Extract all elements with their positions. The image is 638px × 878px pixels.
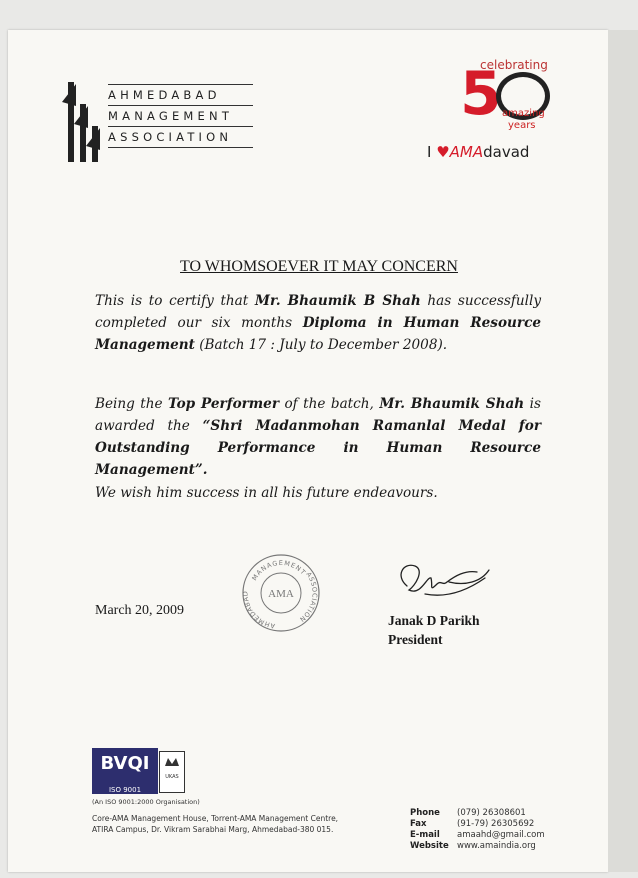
org-line-3: ASSOCIATION (108, 126, 253, 148)
stamp-center-text: AMA (268, 588, 294, 600)
awardee-name: Mr. Bhaumik Shah (379, 396, 525, 412)
bvqi-logo: BVQI (92, 748, 158, 786)
address-line-1: Core-AMA Management House, Torrent-AMA Management Centre, (92, 814, 339, 823)
p2-text-c: is awarded the (95, 396, 541, 434)
stamp-ring-top: MANAGEMENT (250, 558, 308, 583)
contact-value: www.amaindia.org (457, 841, 536, 851)
heart-icon: ♥ (436, 143, 450, 161)
years-text: years (508, 120, 536, 131)
p1-text-c: (Batch 17 : July to December 2008). (194, 337, 448, 353)
ukas-crown-icon (159, 751, 185, 793)
p1-text-a: This is to certify that (95, 293, 255, 309)
recipient-name: Mr. Bhaumik B Shah (254, 293, 421, 309)
tagline-prefix: I (427, 143, 432, 161)
contact-row-email (410, 830, 545, 841)
contact-key: Fax (410, 819, 427, 829)
stamp-ring-left: AHMEDABAD (241, 590, 276, 630)
anniversary-logo (440, 58, 560, 156)
contact-details (410, 808, 545, 852)
tagline-suffix: davad (483, 143, 530, 161)
org-line-1: AHMEDABAD (108, 84, 253, 105)
signatory (388, 611, 480, 649)
iso-label: ISO 9001 (92, 786, 158, 794)
paragraph-certification (95, 290, 541, 356)
contact-key: Phone (410, 808, 440, 818)
signer-title: President (388, 632, 443, 647)
top-performer: Top Performer (168, 396, 279, 412)
anniversary-five: 5 (460, 59, 502, 129)
paragraph-wishes: We wish him success in all his future endeavours. (95, 485, 438, 501)
contact-row-phone (410, 808, 545, 819)
contact-row-fax (410, 819, 545, 830)
ukas-text: UKAS (165, 774, 179, 780)
celebrating-text: celebrating (480, 58, 548, 72)
tagline-ama: AMA (449, 143, 484, 161)
certificate-heading: TO WHOMSOEVER IT MAY CONCERN (180, 258, 458, 275)
contact-key: Website (410, 841, 449, 851)
organization-name (108, 84, 253, 148)
iso-certification-note: (An ISO 9001:2000 Organisation) (92, 798, 200, 806)
contact-value: (91-79) 26305692 (457, 819, 535, 829)
seal-stamp-icon (240, 552, 322, 634)
stamp-ring-right: ASSOCIATION (297, 570, 319, 624)
scan-edge (608, 30, 638, 872)
address-line-2: ATIRA Campus, Dr. Vikram Sarabhai Marg, Ahmedabad-380 015. (92, 825, 334, 834)
contact-value: (079) 26308601 (457, 808, 526, 818)
contact-key: E-mail (410, 830, 440, 840)
signature-icon (385, 556, 495, 606)
org-line-2: MANAGEMENT (108, 105, 253, 126)
p2-text-a: Being the (95, 396, 169, 412)
medal-name: “Shri Madanmohan Ramanlal Medal for Outstanding Performance in Human Resource Management”. (95, 418, 542, 478)
ama-logo-icon (62, 82, 102, 162)
signer-name: Janak D Parikh (388, 613, 480, 628)
contact-value: amaahd@gmail.com (457, 830, 545, 840)
paragraph-award (95, 393, 541, 481)
amazing-text: amazing (502, 108, 545, 119)
p1-text-b: has successfully completed our six months (95, 293, 541, 331)
course-name: Diploma in Human Resource Management (95, 315, 541, 353)
issue-date: March 20, 2009 (95, 603, 185, 618)
tagline (427, 143, 529, 161)
p2-text-b: of the batch, (279, 396, 380, 412)
postal-address (92, 813, 338, 835)
contact-row-website (410, 841, 545, 852)
